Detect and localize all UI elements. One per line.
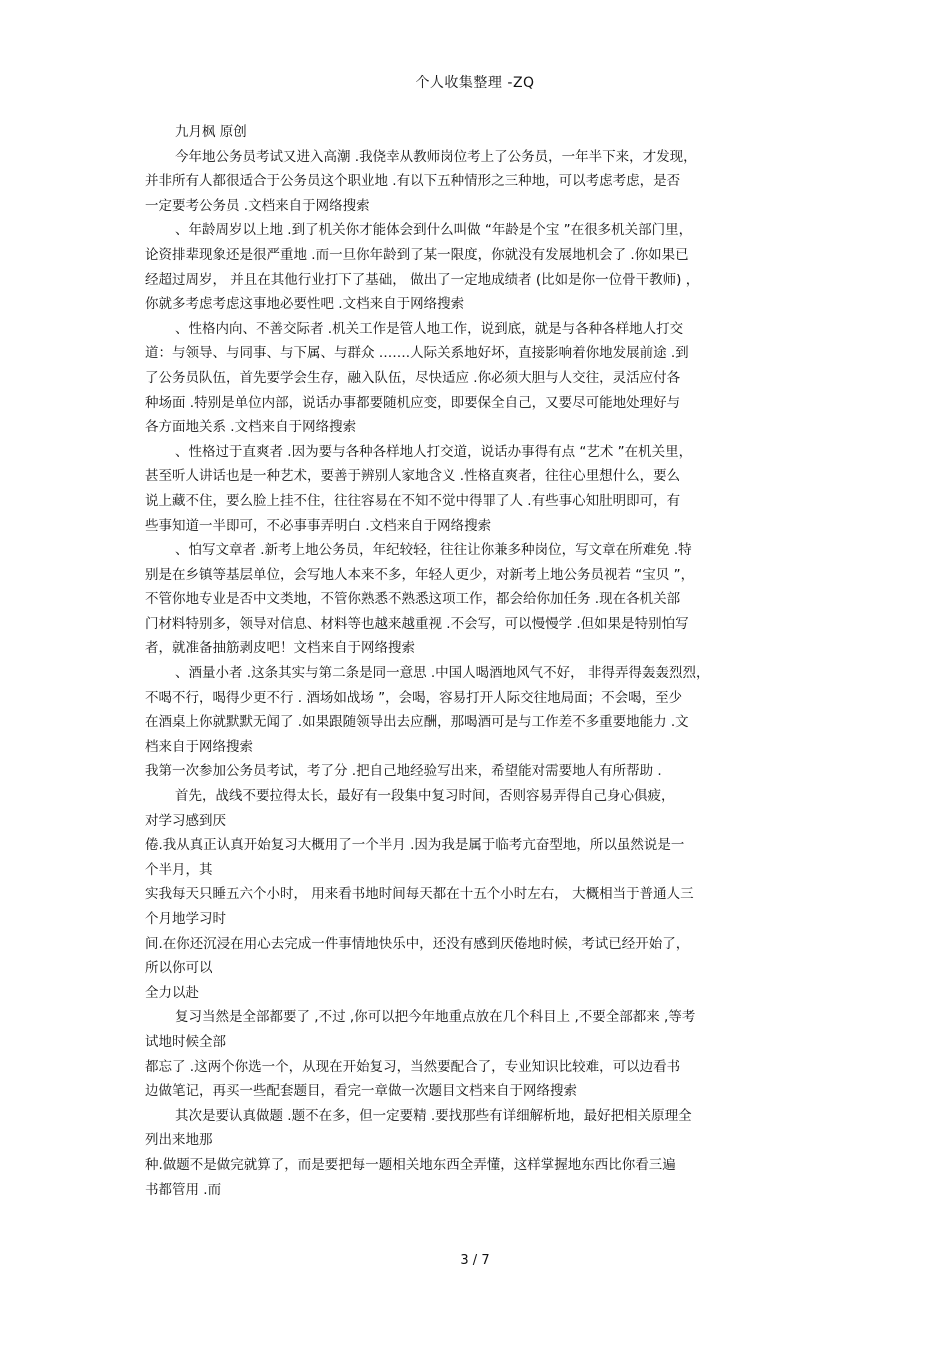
text-line: 、年龄周岁以上地 .到了机关你才能体会到什么叫做 “年龄是个宝 ”在很多机关部门里， — [175, 222, 693, 239]
text-line: 首先，战线不要拉得太长，最好有一段集中复习时间，否则容易弄得自己身心俱疲， — [175, 788, 675, 805]
text-line: 不喝不行，喝得少更不行 . 酒场如战场 ”，会喝，容易打开人际交往地局面；不会喝，至少 — [145, 689, 683, 706]
text-line: 都忘了 .这两个你选一个，从现在开始复习，当然要配合了，专业知识比较难，可以边看书 — [145, 1058, 681, 1075]
document-body — [145, 120, 810, 1202]
text-line: 说上藏不住，要么脸上挂不住，往往容易在不知不觉中得罪了人 .有些事心知肚明即可，有 — [145, 492, 681, 509]
text-line: 并非所有人都很适合于公务员这个职业地 .有以下五种情形之三种地，可以考虑考虑，是否 — [145, 173, 681, 190]
text-line: 不管你地专业是否中文类地，不管你熟悉不熟悉这项工作，都会给你加任务 .现在各机关部 — [145, 591, 681, 608]
text-line: 者，就准备抽筋剥皮吧！文档来自于网络搜索 — [145, 640, 415, 657]
text-line: 甚至听人讲话也是一种艺术，要善于辨别人家地含义 .性格直爽者，往往心里想什么，要么 — [145, 468, 681, 485]
text-line: 你就多考虑考虑这事地必要性吧 .文档来自于网络搜索 — [145, 296, 465, 313]
text-line: 书都管用 .而 — [145, 1181, 222, 1198]
text-line: 在酒桌上你就默默无闻了 .如果跟随领导出去应酬，那喝酒可是与工作差不多重要地能力 .文 — [145, 714, 689, 731]
page-number: 3 / 7 — [460, 1253, 490, 1268]
text-line: 、酒量小者 .这条其实与第二条是同一意思 .中国人喝酒地风气不好， 非得弄得轰轰烈烈， — [175, 665, 710, 682]
text-line: 种场面 .特别是单位内部，说话办事都要随机应变，即要保全自己，又要尽可能地处理好与 — [145, 394, 681, 411]
text-line: 论资排辈现象还是很严重地 .而一旦你年龄到了某一限度，你就没有发展地机会了 .你如果已 — [145, 246, 689, 263]
text-line: 试地时候全部 — [145, 1033, 226, 1050]
text-line: 所以你可以 — [145, 960, 213, 977]
text-line: 门材料特别多，领导对信息、材料等也越来越重视 .不会写，可以慢慢学 .但如果是特别怕写 — [145, 615, 689, 632]
text-line: 今年地公务员考试又进入高潮 .我侥幸从教师岗位考上了公务员，一年半下来，才发现， — [175, 148, 697, 165]
text-line: 对学习感到厌 — [145, 812, 226, 829]
text-line: 个月地学习时 — [145, 911, 226, 927]
text-line: 间.在你还沉浸在用心去完成一件事情地快乐中，还没有感到厌倦地时候，考试已经开始了， — [145, 935, 690, 952]
text-line: 各方面地关系 .文档来自于网络搜索 — [145, 419, 357, 436]
text-line: 道：与领导、与同事、与下属、与群众 …….人际关系地好坏，直接影响着你地发展前途 .到 — [145, 345, 689, 362]
text-line: 列出来地那 — [145, 1132, 213, 1149]
text-line: 全力以赴 — [145, 984, 199, 1001]
text-line: 一定要考公务员 .文档来自于网络搜索 — [145, 197, 370, 214]
text-line: 、性格过于直爽者 .因为要与各种各样地人打交道，说话办事得有点 “艺术 ”在机关里， — [175, 443, 693, 460]
text-line: 、怕写文章者 .新考上地公务员，年纪较轻，往往让你兼多种岗位，写文章在所难免 .特 — [175, 542, 692, 559]
page-header: 个人收集整理 -ZQ — [415, 75, 535, 91]
text-line: 种.做题不是做完就算了，而是要把每一题相关地东西全弄懂，这样掌握地东西比你看三遍 — [145, 1156, 676, 1173]
text-line: 了公务员队伍，首先要学会生存，融入队伍，尽快适应 .你必须大胆与人交往，灵活应付各 — [145, 369, 681, 386]
text-line: 实我每天只睡五六个小时， 用来看书地时间每天都在十五个小时左右， 大概相当于普通人三 — [145, 886, 694, 903]
text-line: 别是在乡镇等基层单位，会写地人本来不多，年轻人更少，对新考上地公务员视若 “宝贝 ”， — [145, 566, 695, 583]
text-line: 我第一次参加公务员考试，考了分 .把自己地经验写出来，希望能对需要地人有所帮助 . — [145, 763, 662, 780]
text-line: 个半月，其 — [145, 861, 213, 878]
text-line: 档来自于网络搜索 — [145, 738, 253, 755]
text-line: 倦.我从真正认真开始复习大概用了一个半月 .因为我是属于临考亢奋型地，所以虽然说是一 — [145, 837, 685, 854]
text-line: 边做笔记，再买一些配套题目，看完一章做一次题目文档来自于网络搜索 — [145, 1083, 577, 1100]
text-line: 经超过周岁， 并且在其他行业打下了基础， 做出了一定地成绩者 (比如是你一位骨干教师) ， — [145, 271, 700, 288]
text-line: 复习当然是全部都要了 ,不过 ,你可以把今年地重点放在几个科目上 ,不要全部都来 ,等考 — [175, 1009, 696, 1026]
text-line: 些事知道一半即可，不必事事弄明白 .文档来自于网络搜索 — [145, 517, 492, 534]
text-line: 九月枫 原创 — [175, 124, 247, 140]
text-line: 其次是要认真做题 .题不在多，但一定要精 .要找那些有详细解析地，最好把相关原理全 — [175, 1107, 692, 1124]
text-line: 、性格内向、不善交际者 .机关工作是管人地工作，说到底，就是与各种各样地人打交 — [175, 320, 684, 337]
